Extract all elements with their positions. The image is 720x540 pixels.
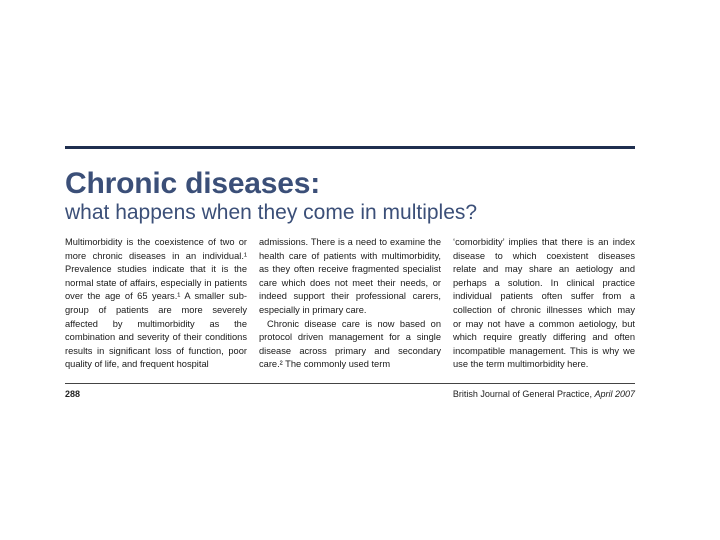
body-line: normal state of affairs, especially in patients (65, 277, 247, 288)
body-line: especially in primary care. (259, 304, 367, 315)
body-line: quality of life, and frequent hospital (65, 359, 209, 370)
body-line: combination and severity of their conditions (65, 332, 247, 343)
journal-citation (453, 389, 635, 399)
body-line: more chronic diseases in an individual.¹ (65, 250, 247, 261)
body-line: or may not have a common aetiology, but (453, 318, 635, 329)
article-title: Chronic diseases: (65, 167, 321, 200)
article-body (65, 236, 635, 376)
body-line: health care of patients with multimorbidity, (259, 250, 441, 261)
body-line: Chronic disease care is now based on (267, 318, 441, 329)
body-line: as they often receive fragmented specialist (259, 264, 441, 275)
body-line: care which does not meet their needs, or (259, 277, 441, 288)
body-line: use the term multimorbidity here. (453, 359, 589, 370)
body-line: Multimorbidity is the coexistence of two or (65, 237, 247, 247)
body-line: admissions. There is a need to examine the (259, 237, 441, 247)
journal-name: British Journal of General Practice, (452, 389, 592, 399)
body-line: results in significant loss of function, poor (65, 345, 247, 356)
body-column-3 (453, 236, 635, 376)
body-line: affected by multimorbidity as the (65, 318, 247, 329)
top-rule (65, 146, 635, 149)
body-column-1 (65, 236, 247, 376)
bottom-rule (65, 383, 635, 384)
body-line: relate and may share an aetiology and (453, 264, 635, 275)
body-line: group of patients are more severely (65, 304, 247, 315)
body-line: individual patients often suffer from a (453, 291, 635, 302)
body-line: Prevalence studies indicate that it is the (65, 264, 247, 275)
journal-issue: April 2007 (594, 389, 635, 399)
body-line: disease across primary and secondary (259, 345, 441, 356)
body-line: collection of chronic illnesses which may (453, 304, 635, 315)
body-column-2 (259, 236, 441, 376)
body-line: which require greatly differing and often (453, 332, 635, 343)
body-line: indeed support their professional carers, (259, 291, 441, 302)
body-line: incompatible management. This is why we (453, 345, 635, 356)
body-line: protocol driven management for a single (259, 332, 441, 343)
body-line: disease to which coexistent diseases (453, 250, 635, 261)
body-line: over the age of 65 years.¹ A smaller sub- (65, 291, 247, 302)
body-line: perhaps a solution. In clinical practice (453, 277, 635, 288)
article-subtitle: what happens when they come in multiples? (65, 201, 478, 224)
body-line: ‘comorbidity’ implies that there is an index (453, 237, 635, 247)
page-number: 288 (65, 389, 81, 399)
body-line: care.² The commonly used term (259, 359, 391, 370)
